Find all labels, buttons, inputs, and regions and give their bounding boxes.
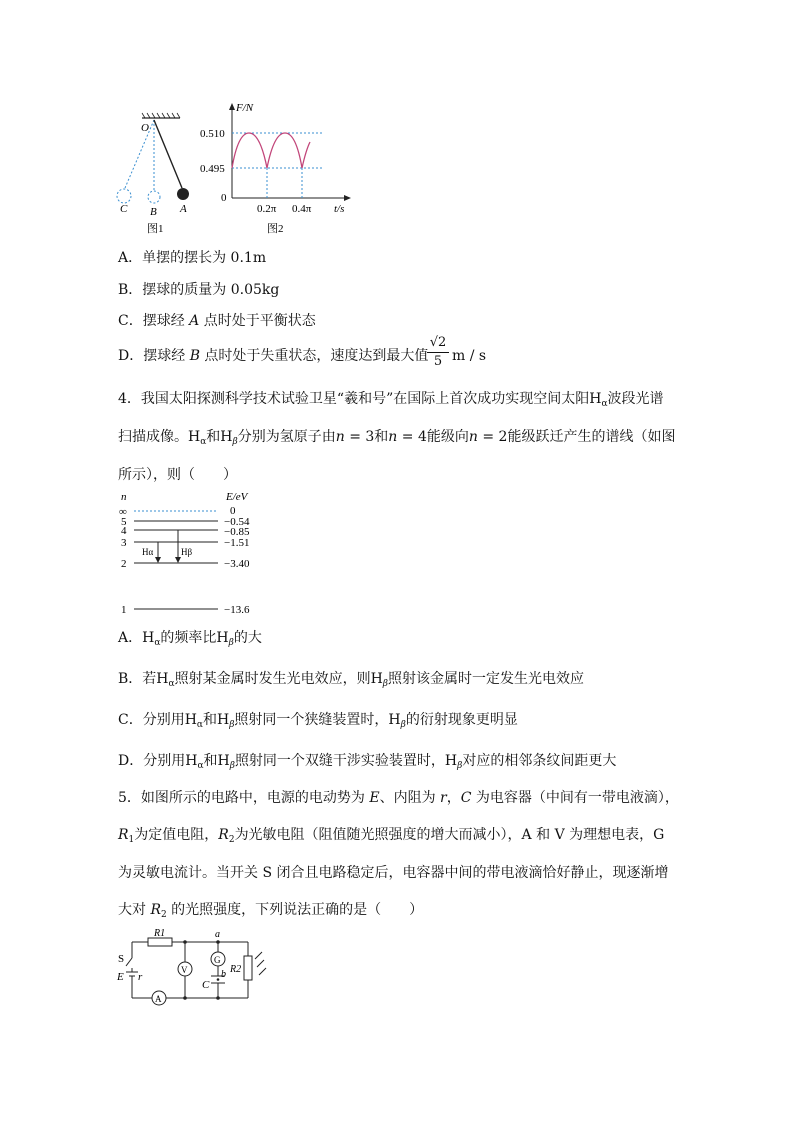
circuit-label-v: V <box>181 965 188 975</box>
force-curve <box>232 133 310 168</box>
force-graph <box>198 100 358 240</box>
q4-option-d: D．分别用$H_\alpha$和$H_\beta$照射同一个双缝干涉实验装置时，$H_\beta$对应的相邻条纹间距更大 <box>118 753 617 771</box>
level-n-3: 3 <box>121 537 127 549</box>
circuit-label-e: E <box>117 971 124 983</box>
ball-label-c: C <box>120 203 128 215</box>
q4-option-b: B．若$H_\alpha$照射某金属时发生光电效应，则$H_\beta$照射该金属时一定发生光电效应 <box>118 671 584 689</box>
q4-stem-1: 4．我国太阳探测科学技术试验卫星“羲和号”在国际上首次成功实现空间太阳$H_\alpha$波段光谱 <box>118 391 664 409</box>
energy-level-diagram <box>112 488 272 616</box>
x-tick-04pi: 0.4π <box>292 203 312 215</box>
y-tick-0510: 0.510 <box>200 128 225 140</box>
level-e-5: −0.54 <box>224 516 250 528</box>
level-n-4: 4 <box>121 525 127 537</box>
ball-a <box>177 188 189 200</box>
n-label: n <box>121 491 127 503</box>
q4-stem-3: 所示），则（ ） <box>118 467 237 483</box>
resistor-r1 <box>148 938 172 946</box>
q5-stem-2: $R_1$为定值电阻，$R_2$为光敏电阻（阻值随光照强度的增大而减小），A 和 V 为理想电表，G <box>118 827 665 845</box>
level-e-1: −13.6 <box>224 604 250 616</box>
circuit-label-a: a <box>215 929 220 940</box>
h-alpha-label: Hα <box>142 547 154 557</box>
ball-label-b: B <box>150 206 157 218</box>
level-e-3: −1.51 <box>224 537 250 549</box>
level-e-2: −3.40 <box>224 558 250 570</box>
x-tick-02pi: 0.2π <box>257 203 277 215</box>
q4-stem-2: 扫描成像。$H_\alpha$和$H_\beta$分别为氢原子由n = 3和n = 4能级向n = 2能级跃迁产生的谱线（如图 <box>118 429 676 447</box>
ball-c <box>117 189 131 203</box>
level-n-inf: ∞ <box>119 506 127 518</box>
circuit-label-b: b <box>221 969 226 980</box>
y-tick-0: 0 <box>221 192 227 204</box>
level-e-inf: 0 <box>230 505 236 517</box>
circuit-label-g: G <box>214 955 221 965</box>
e-label: E/eV <box>226 491 248 503</box>
level-n-2: 2 <box>121 558 127 570</box>
circuit-label-c: C <box>202 979 210 991</box>
q5-stem-4: 大对 $R_2$ 的光照强度，下列说法正确的是（ ） <box>118 902 424 920</box>
q3-option-d: D．摆球经 B 点时处于失重状态，速度达到最大值 <box>118 348 429 364</box>
circuit-label-r: r <box>138 971 143 983</box>
level-n-5: 5 <box>121 516 127 528</box>
q3-option-c: C．摆球经 A 点时处于平衡状态 <box>118 313 316 329</box>
pendulum-figure <box>112 108 202 238</box>
figure-1-caption: 图1 <box>147 223 164 235</box>
q3-option-a: A．单摆的摆长为 0.1m <box>118 250 267 266</box>
q3-option-d-fraction: √2 5 <box>427 334 449 371</box>
q5-stem-3: 为灵敏电流计。当开关 S 闭合且电路稳定后，电容器中间的带电液滴恰好静止，现逐渐增 <box>118 865 669 881</box>
figure-2-caption: 图2 <box>267 223 284 235</box>
circuit-diagram <box>112 928 282 1010</box>
q3-option-d-unit: m / s <box>452 348 487 364</box>
y-tick-0495: 0.495 <box>200 163 225 175</box>
ball-label-a: A <box>180 203 187 215</box>
level-e-4: −0.85 <box>224 526 250 538</box>
ball-b <box>148 191 160 203</box>
q4-option-c: C．分别用$H_\alpha$和$H_\beta$照射同一个狭缝装置时，$H_\beta$的衍射现象更明显 <box>118 712 518 730</box>
y-axis-label: F/N <box>236 102 254 114</box>
h-beta-label: Hβ <box>181 547 193 557</box>
circuit-label-ammeter: A <box>155 994 162 1004</box>
circuit-label-r2: R2 <box>230 964 242 975</box>
x-axis-label: t/s <box>334 203 345 215</box>
circuit-label-s: S <box>118 953 125 965</box>
resistor-r2 <box>244 956 252 980</box>
pivot-label: O <box>141 122 149 134</box>
q4-option-a: A．$H_\alpha$的频率比$H_\beta$的大 <box>118 630 262 648</box>
q5-stem-1: 5．如图所示的电路中，电源的电动势为 E、内阻为 r，C 为电容器（中间有一带电液滴）， <box>118 790 679 806</box>
q3-option-b: B．摆球的质量为 0.05kg <box>118 282 280 298</box>
level-n-1: 1 <box>121 604 127 616</box>
circuit-label-r1: R1 <box>154 928 166 939</box>
